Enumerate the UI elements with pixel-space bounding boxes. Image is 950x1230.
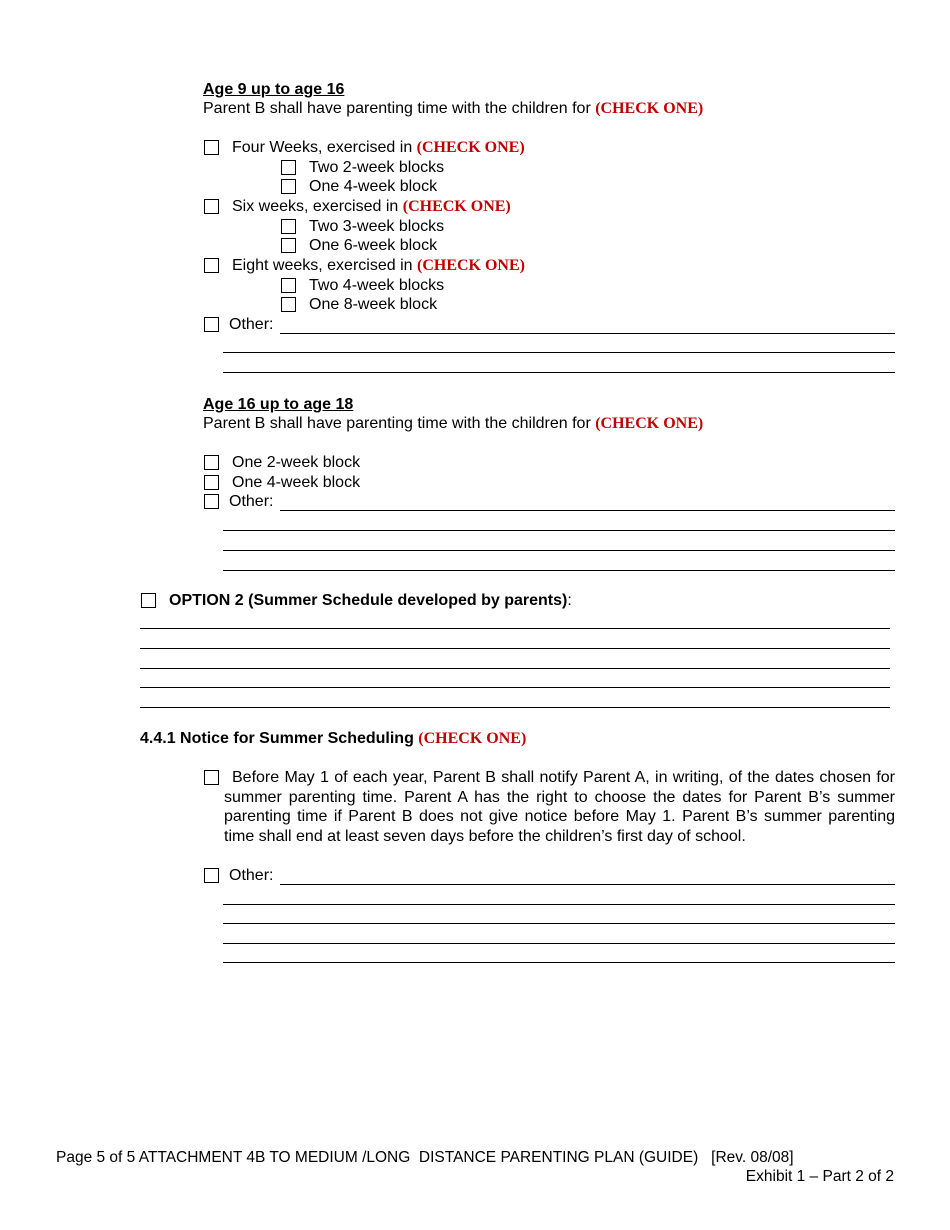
one-2-week-block-checkbox[interactable] <box>204 455 219 470</box>
notice-other-input-line[interactable] <box>223 943 895 944</box>
one-4-week-block-label: One 4-week block <box>309 178 438 195</box>
age9-heading: Age 9 up to age 16 <box>203 81 345 98</box>
option2-input-line[interactable] <box>140 648 890 649</box>
one-6-week-block-checkbox[interactable] <box>281 238 296 253</box>
age9-other-input-line[interactable] <box>223 352 895 353</box>
one-8-week-block-label: One 8-week block <box>309 296 438 313</box>
age9-other-input-line[interactable] <box>280 333 895 334</box>
age16-other-input-line[interactable] <box>223 550 895 551</box>
footer-page-info: Page 5 of 5 ATTACHMENT 4B TO MEDIUM /LONG DISTANCE PARENTING PLAN (GUIDE) [Rev. 08/08] <box>56 1149 794 1166</box>
check-one-label: (CHECK ONE) <box>595 415 704 432</box>
one-6-week-block-label: One 6-week block <box>309 237 438 254</box>
two-3-week-blocks-label: Two 3-week blocks <box>309 218 445 235</box>
check-one-label: (CHECK ONE) <box>416 257 525 274</box>
notice-other-input-line[interactable] <box>280 884 895 885</box>
age16-other-input-line[interactable] <box>280 510 895 511</box>
age16-other-checkbox[interactable] <box>204 494 219 509</box>
option2-input-line[interactable] <box>140 668 890 669</box>
two-2-week-blocks-checkbox[interactable] <box>281 160 296 175</box>
one-8-week-block-checkbox[interactable] <box>281 297 296 312</box>
notice-other-label: Other: <box>229 867 274 884</box>
age16-other-input-line[interactable] <box>223 530 895 531</box>
two-2-week-blocks-label: Two 2-week blocks <box>309 159 445 176</box>
option2-checkbox[interactable] <box>141 593 156 608</box>
eight-weeks-checkbox[interactable] <box>204 258 219 273</box>
two-3-week-blocks-checkbox[interactable] <box>281 219 296 234</box>
footer-exhibit: Exhibit 1 – Part 2 of 2 <box>745 1168 894 1185</box>
notice-heading: 4.4.1 Notice for Summer Scheduling (CHECK ONE) <box>140 730 527 747</box>
check-one-label: (CHECK ONE) <box>595 100 704 117</box>
two-4-week-blocks-label: Two 4-week blocks <box>309 277 445 294</box>
age9-other-input-line[interactable] <box>223 372 895 373</box>
notice-other-input-line[interactable] <box>223 962 895 963</box>
notice-paragraph: Before May 1 of each year, Parent B shall notify Parent A, in writing, of the dates chosen for summer parenting time. Parent A has the right to choose the dates for Parent B’s summer parenting time if Parent B does not give notice before May 1. Parent B’s summer parenting time shall end at least seven days before the children’s first day of school. <box>224 769 895 845</box>
age16-heading: Age 16 up to age 18 <box>203 396 354 413</box>
six-weeks-label: Six weeks, exercised in (CHECK ONE) <box>232 198 511 215</box>
two-4-week-blocks-checkbox[interactable] <box>281 278 296 293</box>
notice-other-input-line[interactable] <box>223 904 895 905</box>
age16-other-input-line[interactable] <box>223 570 895 571</box>
option2-input-line[interactable] <box>140 707 890 708</box>
option2-input-line[interactable] <box>140 628 890 629</box>
notice-other-input-line[interactable] <box>223 923 895 924</box>
six-weeks-checkbox[interactable] <box>204 199 219 214</box>
age9-intro: Parent B shall have parenting time with the children for (CHECK ONE) <box>203 100 704 117</box>
age9-other-checkbox[interactable] <box>204 317 219 332</box>
option2-input-line[interactable] <box>140 687 890 688</box>
age16-one-4-week-block-label: One 4-week block <box>232 474 361 491</box>
check-one-label: (CHECK ONE) <box>416 139 525 156</box>
option2-label: OPTION 2 (Summer Schedule developed by parents): <box>169 592 572 609</box>
four-weeks-label: Four Weeks, exercised in (CHECK ONE) <box>232 139 525 156</box>
age16-one-4-week-block-checkbox[interactable] <box>204 475 219 490</box>
eight-weeks-label: Eight weeks, exercised in (CHECK ONE) <box>232 257 525 274</box>
one-4-week-block-checkbox[interactable] <box>281 179 296 194</box>
four-weeks-checkbox[interactable] <box>204 140 219 155</box>
check-one-label: (CHECK ONE) <box>402 198 511 215</box>
check-one-label: (CHECK ONE) <box>418 730 527 747</box>
one-2-week-block-label: One 2-week block <box>232 454 361 471</box>
notice-other-checkbox[interactable] <box>204 868 219 883</box>
age16-intro: Parent B shall have parenting time with the children for (CHECK ONE) <box>203 415 704 432</box>
notice-before-may-checkbox[interactable] <box>204 770 219 785</box>
age9-other-label: Other: <box>229 316 274 333</box>
age16-other-label: Other: <box>229 493 274 510</box>
